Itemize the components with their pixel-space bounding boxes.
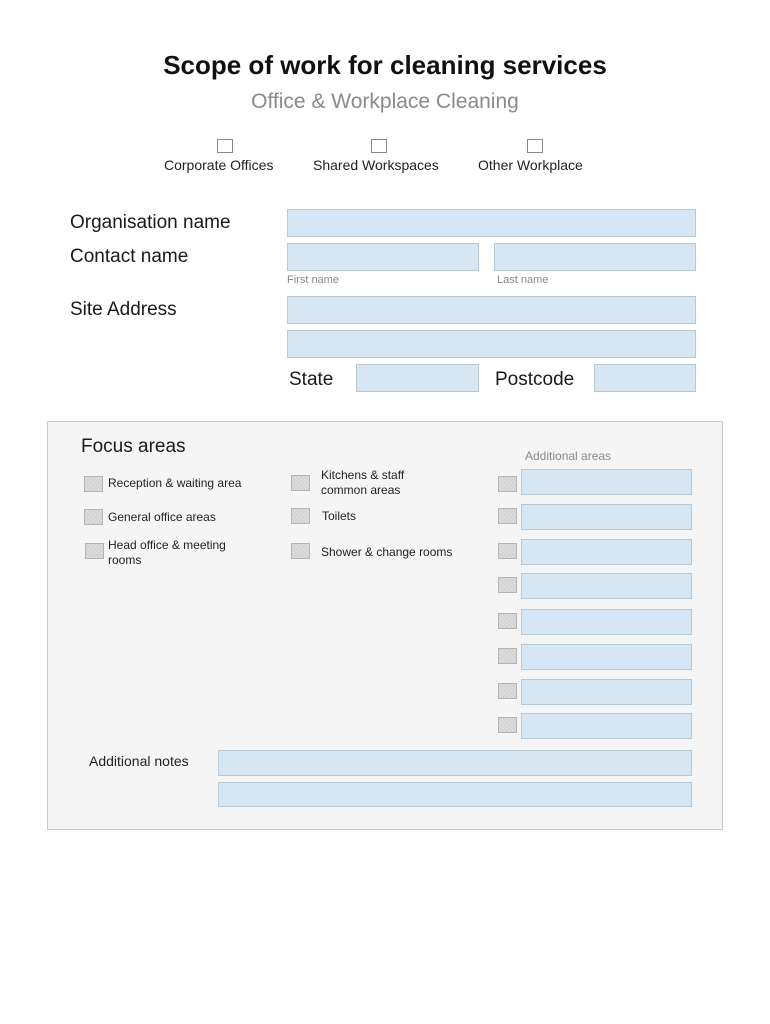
shower-label: Shower & change rooms <box>321 545 453 559</box>
organisation-name-field[interactable] <box>287 209 696 237</box>
additional-area-field[interactable] <box>521 504 692 530</box>
general-office-checkbox[interactable] <box>84 509 103 525</box>
additional-area-checkbox[interactable] <box>498 476 517 492</box>
additional-area-checkbox[interactable] <box>498 577 517 593</box>
head-office-label: Head office & meeting rooms <box>108 538 226 567</box>
shared-workspaces-checkbox[interactable] <box>371 139 387 153</box>
toilets-checkbox[interactable] <box>291 508 310 524</box>
site-address-line1-field[interactable] <box>287 296 696 324</box>
page-subtitle: Office & Workplace Cleaning <box>251 90 519 113</box>
organisation-name-label: Organisation name <box>70 212 231 233</box>
additional-area-field[interactable] <box>521 469 692 495</box>
additional-area-checkbox[interactable] <box>498 613 517 629</box>
additional-area-field[interactable] <box>521 539 692 565</box>
focus-areas-title: Focus areas <box>81 436 186 457</box>
site-address-label: Site Address <box>70 299 177 320</box>
contact-name-label: Contact name <box>70 246 189 267</box>
reception-label: Reception & waiting area <box>108 476 242 490</box>
additional-area-field[interactable] <box>521 679 692 705</box>
additional-area-checkbox[interactable] <box>498 648 517 664</box>
first-name-field[interactable] <box>287 243 479 271</box>
last-name-field[interactable] <box>494 243 696 271</box>
postcode-field[interactable] <box>594 364 696 392</box>
state-field[interactable] <box>356 364 479 392</box>
additional-area-field[interactable] <box>521 573 692 599</box>
reception-checkbox[interactable] <box>84 476 103 492</box>
shower-checkbox[interactable] <box>291 543 310 559</box>
additional-area-checkbox[interactable] <box>498 543 517 559</box>
additional-notes-line2-field[interactable] <box>218 782 692 807</box>
additional-area-field[interactable] <box>521 713 692 739</box>
additional-area-field[interactable] <box>521 609 692 635</box>
first-name-hint: First name <box>287 274 339 286</box>
additional-notes-line1-field[interactable] <box>218 750 692 776</box>
corporate-offices-checkbox[interactable] <box>217 139 233 153</box>
other-workplace-checkbox[interactable] <box>527 139 543 153</box>
additional-areas-label: Additional areas <box>525 449 612 463</box>
additional-area-checkbox[interactable] <box>498 508 517 524</box>
other-workplace-label: Other Workplace <box>478 157 583 173</box>
shared-workspaces-label: Shared Workspaces <box>313 157 439 173</box>
toilets-label: Toilets <box>322 509 357 523</box>
general-office-label: General office areas <box>108 510 216 524</box>
additional-area-checkbox[interactable] <box>498 717 517 733</box>
additional-notes-label: Additional notes <box>89 753 189 769</box>
postcode-label: Postcode <box>495 369 575 390</box>
kitchens-checkbox[interactable] <box>291 475 310 491</box>
page-title: Scope of work for cleaning services <box>163 50 607 80</box>
kitchens-label: Kitchens & staff common areas <box>321 468 405 497</box>
corporate-offices-label: Corporate Offices <box>164 157 274 173</box>
additional-area-field[interactable] <box>521 644 692 670</box>
state-label: State <box>289 369 334 390</box>
head-office-checkbox[interactable] <box>85 543 104 559</box>
last-name-hint: Last name <box>497 274 549 286</box>
additional-area-checkbox[interactable] <box>498 683 517 699</box>
site-address-line2-field[interactable] <box>287 330 696 358</box>
